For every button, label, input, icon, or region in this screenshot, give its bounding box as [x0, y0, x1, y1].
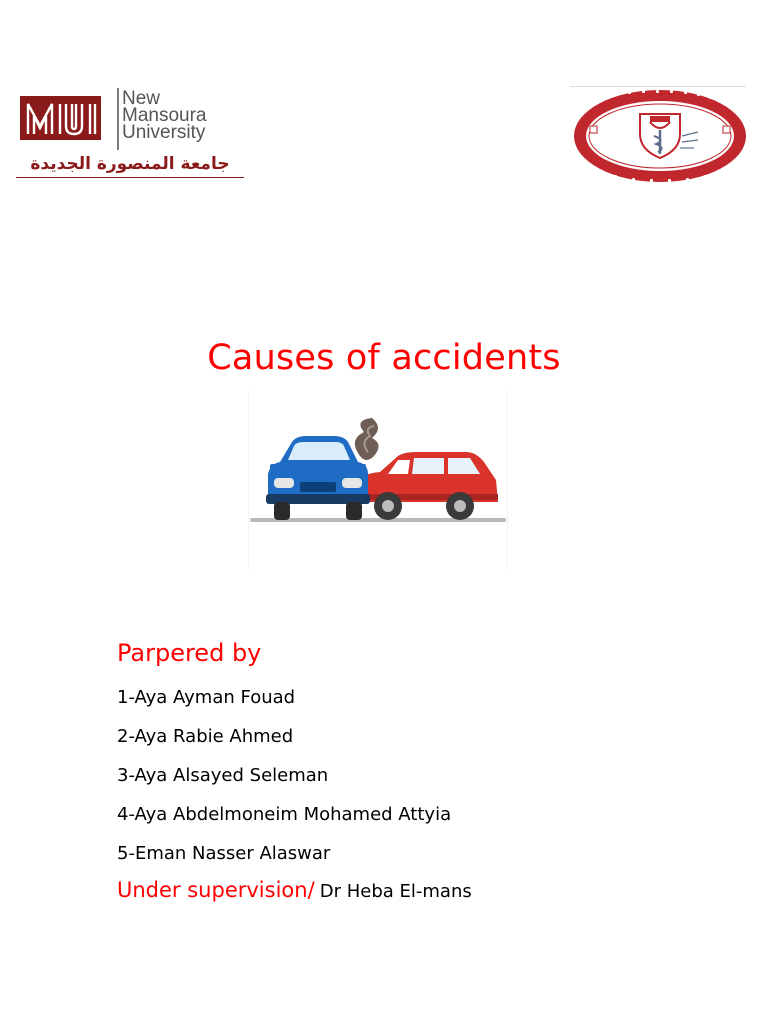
- list-item: 3-Aya Alsayed Seleman: [117, 765, 329, 786]
- university-name: [122, 90, 252, 141]
- car-collision-icon: [248, 390, 508, 570]
- faculty-of-pharmacy-seal-icon: [570, 86, 750, 186]
- university-name-line-3: University: [122, 122, 206, 143]
- seal-top-rule: [570, 86, 746, 87]
- members-list: [117, 686, 451, 881]
- university-arabic-name: جامعة المنصورة الجديدة: [30, 154, 230, 174]
- supervisor-name: Dr Heba El-mans: [319, 881, 472, 902]
- page-title: Causes of accidents: [207, 338, 561, 378]
- logo-divider: [117, 88, 119, 150]
- illustration-frame-top: [248, 390, 249, 570]
- faculty-of-pharmacy-seal: [570, 86, 750, 186]
- supervision-line: [117, 878, 472, 902]
- list-item: 2-Aya Rabie Ahmed: [117, 726, 294, 747]
- university-name-line-2: Mansoura: [122, 105, 207, 126]
- logo-underline: [16, 177, 244, 178]
- car-collision-illustration: [248, 390, 508, 570]
- supervision-label: Under supervision/: [117, 878, 315, 902]
- list-item: 1-Aya Ayman Fouad: [117, 687, 296, 708]
- list-item: 5-Eman Nasser Alaswar: [117, 843, 331, 864]
- university-name-line-1: New: [122, 88, 161, 109]
- list-item: 4-Aya Abdelmoneim Mohamed Attyia: [117, 804, 452, 825]
- illustration-frame-right: [507, 390, 508, 570]
- prepared-by-heading: Parpered by: [117, 639, 262, 667]
- new-mansoura-university-logo: [16, 86, 244, 180]
- nmu-monogram-icon: [20, 96, 101, 140]
